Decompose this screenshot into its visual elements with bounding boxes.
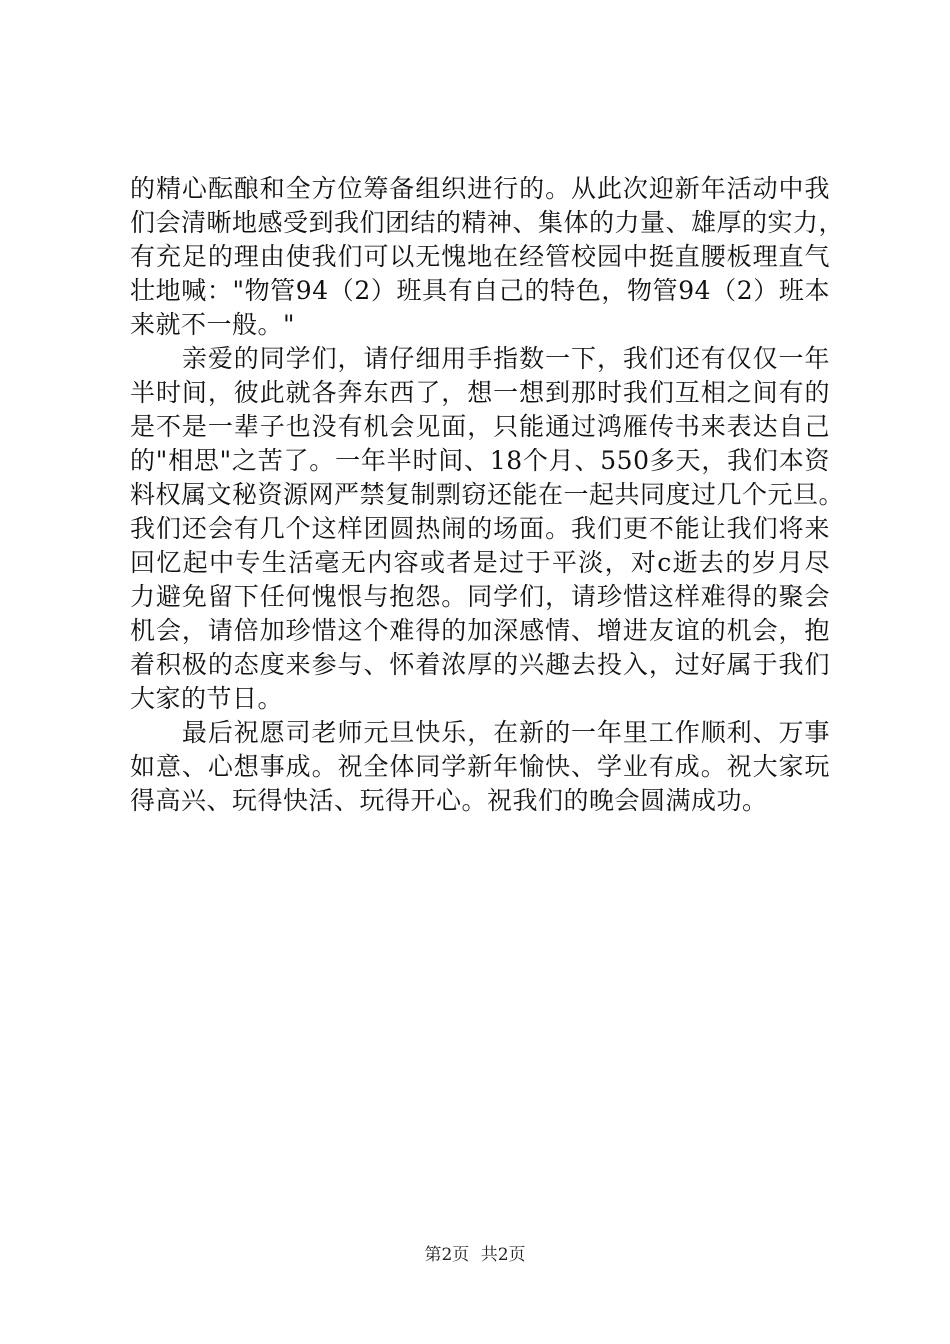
text-line: 半时间，彼此就各奔东西了，想一想到那时我们互相之间有的	[130, 378, 830, 407]
document-body	[130, 172, 845, 818]
text-line: 大家的节日。	[130, 684, 284, 713]
text-line: 力避免留下任何愧恨与抱怨。同学们，请珍惜这样难得的聚会	[130, 582, 830, 611]
text-line: 如意、心想事成。祝全体同学新年愉快、学业有成。祝大家玩	[130, 752, 830, 781]
page-total: 共2页	[480, 1245, 526, 1265]
page-number: 第2页	[424, 1245, 470, 1265]
text-line: 是不是一辈子也没有机会见面，只能通过鸿雁传书来表达自己	[130, 412, 830, 441]
text-line: 壮地喊："物管94（2）班具有自己的特色，物管94（2）班本	[130, 276, 830, 305]
text-line: 亲爱的同学们，请仔细用手指数一下，我们还有仅仅一年	[130, 344, 830, 373]
text-line: 来就不一般。"	[130, 310, 295, 339]
page-footer	[0, 1244, 950, 1266]
text-line: 料权属文秘资源网严禁复制剽窃还能在一起共同度过几个元旦。	[130, 480, 845, 509]
text-line: 我们还会有几个这样团圆热闹的场面。我们更不能让我们将来	[130, 514, 830, 543]
text-line: 着积极的态度来参与、怀着浓厚的兴趣去投入，过好属于我们	[130, 650, 830, 679]
text-line: 回忆起中专生活毫无内容或者是过于平淡，对c逝去的岁月尽	[130, 548, 830, 577]
text-line: 得高兴、玩得快活、玩得开心。祝我们的晚会圆满成功。	[130, 786, 768, 815]
text-line: 的"相思"之苦了。一年半时间、18个月、550多天，我们本资	[130, 446, 830, 475]
text-line: 有充足的理由使我们可以无愧地在经管校园中挺直腰板理直气	[130, 242, 830, 271]
text-line: 最后祝愿司老师元旦快乐，在新的一年里工作顺利、万事	[130, 718, 830, 747]
text-line: 们会清晰地感受到我们团结的精神、集体的力量、雄厚的实力，	[130, 208, 845, 237]
text-line: 机会，请倍加珍惜这个难得的加深感情、增进友谊的机会，抱	[130, 616, 830, 645]
text-line: 的精心酝酿和全方位筹备组织进行的。从此次迎新年活动中我	[130, 174, 830, 203]
